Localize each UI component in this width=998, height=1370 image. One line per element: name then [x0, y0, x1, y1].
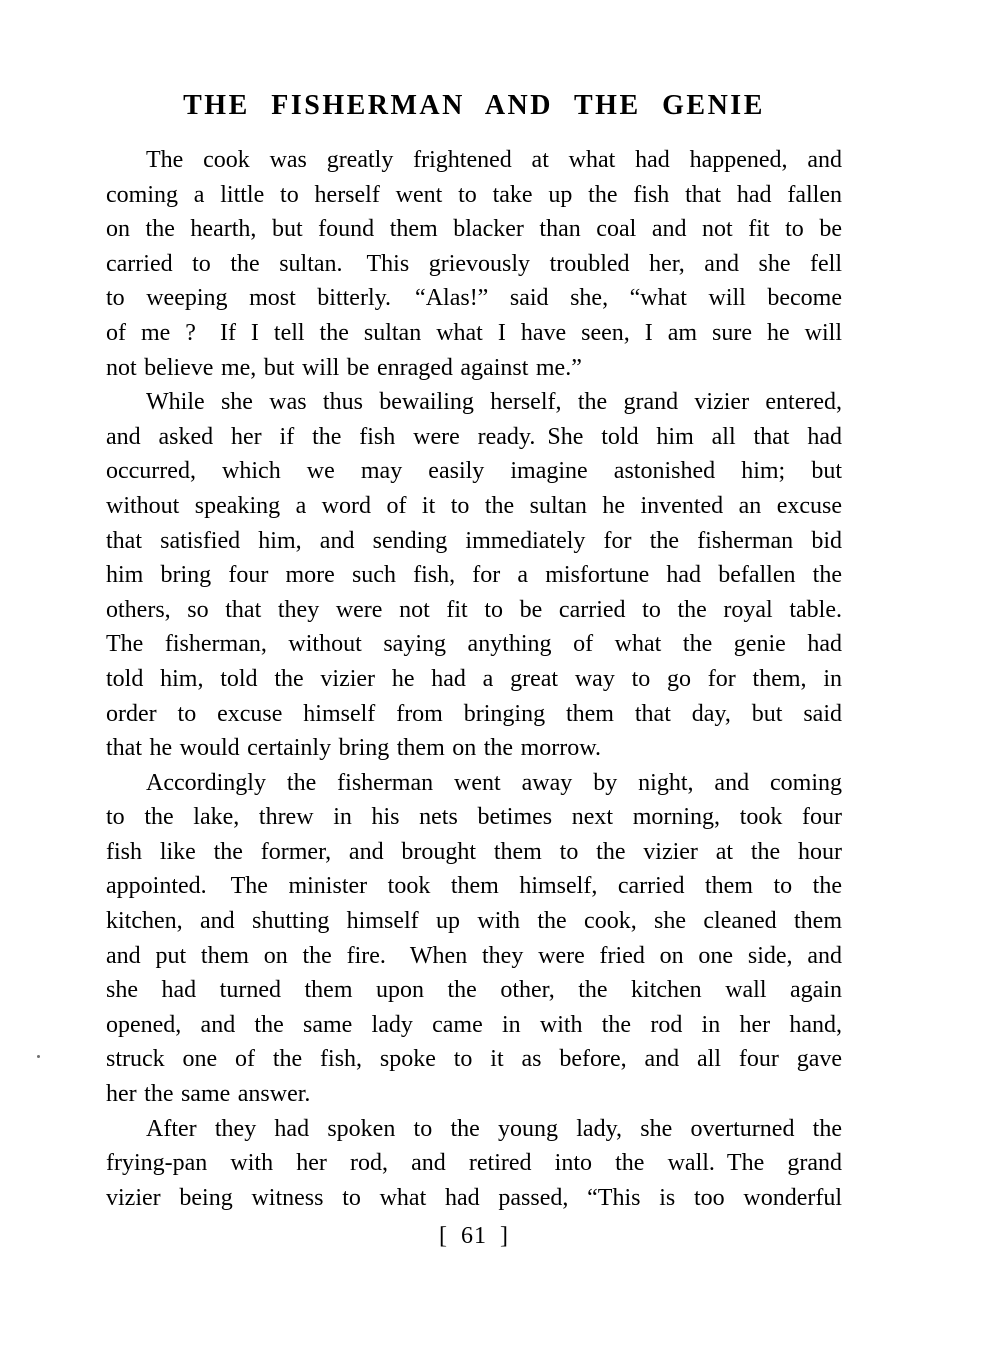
paragraph — [106, 143, 842, 385]
text-line: to weeping most bitterly. “Alas!” said she, “what will become — [106, 285, 842, 312]
text-line: without speaking a word of it to the sultan he invented an excuse — [106, 492, 842, 519]
paragraph — [106, 385, 842, 766]
text-line: not believe me, but will be enraged against me.” — [106, 354, 582, 381]
text-line: frying-pan with her rod, and retired into the wall. The grand — [106, 1150, 842, 1177]
text-line: him bring four more such fish, for a misfortune had befallen the — [106, 562, 842, 589]
text-line: that he would certainly bring them on the morrow. — [106, 735, 601, 762]
scan-speck-artifact — [37, 1055, 40, 1058]
text-line: she had turned them upon the other, the kitchen wall again — [106, 977, 842, 1004]
text-line: and asked her if the fish were ready. She told him all that had — [106, 423, 842, 450]
text-line: to the lake, threw in his nets betimes next morning, took four — [106, 804, 842, 831]
page-title: THE FISHERMAN AND THE GENIE — [183, 90, 765, 121]
text-line: others, so that they were not fit to be carried to the royal table. — [106, 596, 842, 623]
text-line: After they had spoken to the young lady, she overturned the — [146, 1115, 842, 1142]
text-line: occurred, which we may easily imagine astonished him; but — [106, 458, 842, 485]
text-line: order to excuse himself from bringing them that day, but said — [106, 700, 842, 727]
text-line: told him, told the vizier he had a great way to go for them, in — [106, 665, 842, 692]
page-content — [106, 0, 842, 1251]
text-line: her the same answer. — [106, 1081, 311, 1108]
text-line: that satisfied him, and sending immediately for the fisherman bid — [106, 527, 842, 554]
text-line: coming a little to herself went to take up the fish that had fallen — [106, 181, 842, 208]
text-line: The cook was greatly frightened at what had happened, and — [146, 147, 842, 173]
page-number: [ 61 ] — [439, 1223, 509, 1250]
text-line: appointed. The minister took them himself, carried them to the — [106, 873, 842, 900]
text-line: of me ? If I tell the sultan what I have seen, I am sure he will — [106, 319, 842, 346]
text-line: kitchen, and shutting himself up with the cook, she cleaned them — [106, 908, 842, 935]
paragraph — [106, 766, 842, 1112]
text-line: and put them on the fire. When they were fried on one side, and — [106, 942, 842, 969]
text-block — [106, 143, 842, 1215]
text-line: fish like the former, and brought them to the vizier at the hour — [106, 838, 842, 865]
text-line: Accordingly the fisherman went away by night, and coming — [146, 769, 842, 796]
text-line: The fisherman, without saying anything of what the genie had — [106, 631, 842, 658]
text-line: carried to the sultan. This grievously troubled her, and she fell — [106, 250, 842, 277]
text-line: on the hearth, but found them blacker than coal and not fit to be — [106, 216, 842, 243]
text-line: While she was thus bewailing herself, the grand vizier entered, — [146, 389, 842, 416]
text-line: struck one of the fish, spoke to it as before, and all four gave — [106, 1046, 842, 1073]
text-line: opened, and the same lady came in with the rod in her hand, — [106, 1011, 842, 1038]
text-line: vizier being witness to what had passed, “This is too wonderful — [106, 1184, 842, 1211]
paragraph — [106, 1112, 842, 1216]
